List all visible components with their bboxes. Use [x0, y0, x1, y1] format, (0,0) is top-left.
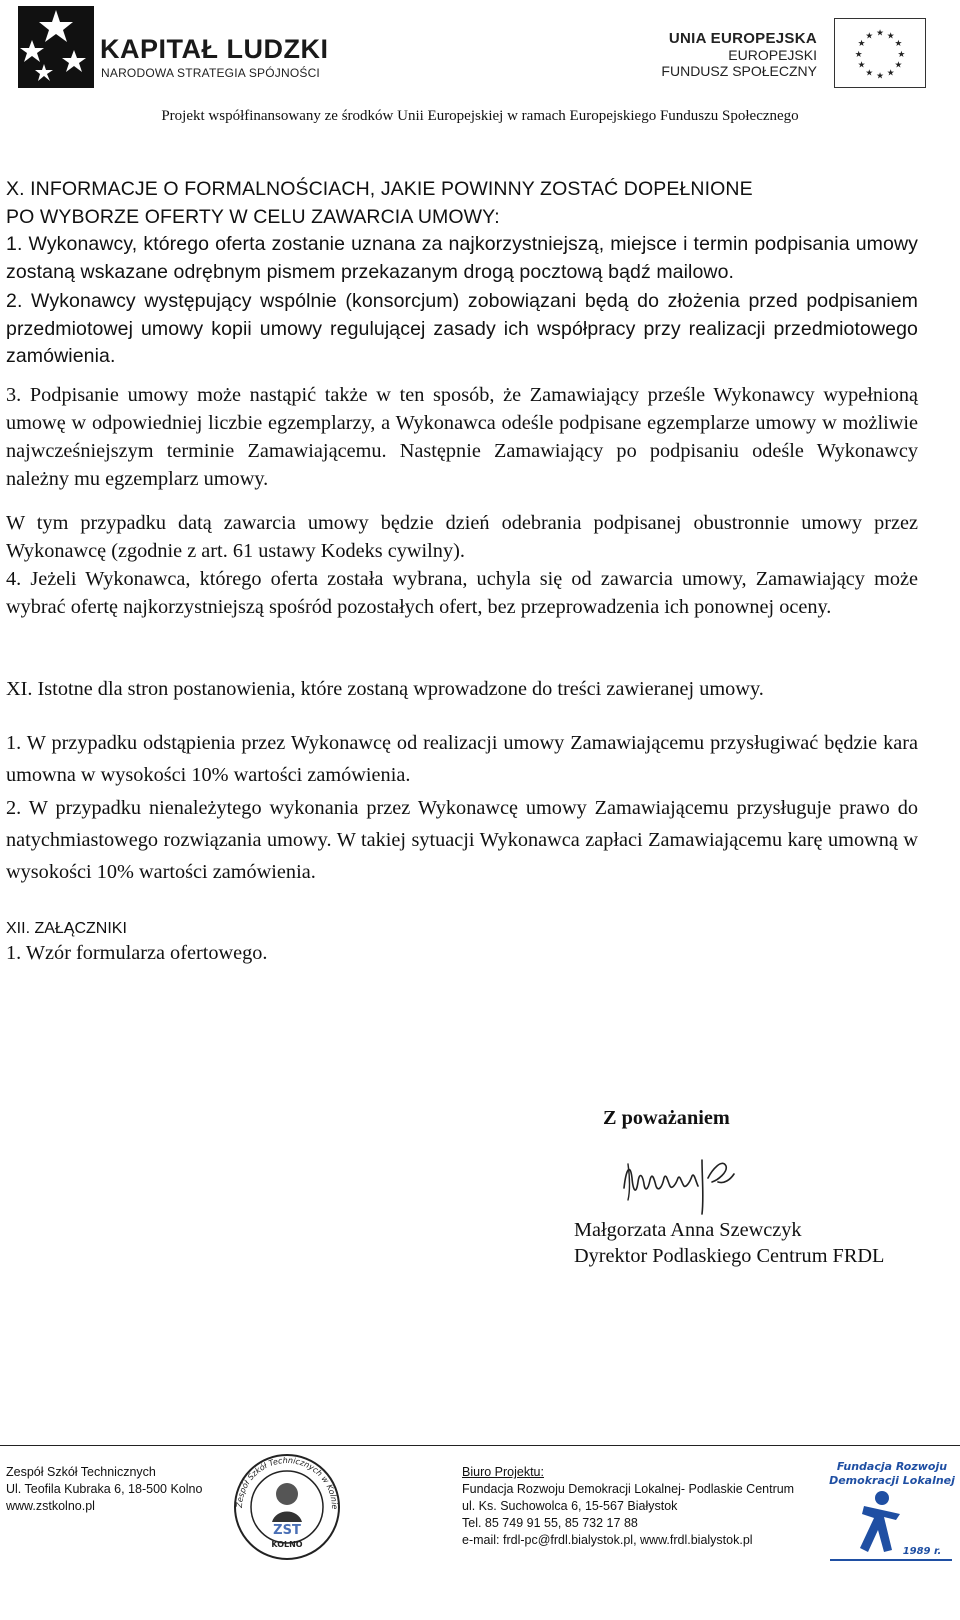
seal-bottom-text: KOLNO: [271, 1540, 303, 1549]
svg-text:★: ★: [897, 49, 906, 60]
letterhead: [0, 0, 960, 140]
footer-office-phone: Tel. 85 749 91 55, 85 732 17 88: [462, 1516, 638, 1530]
section-xi-paragraph-1: 1. W przypadku odstąpienia przez Wykonawcę od realizacji umowy Zamawiającemu przysługiwać będzie kara umowna w wysokości 10% wartości zamówienia.: [6, 731, 918, 786]
footer: [0, 1446, 960, 1620]
signatory-name: Małgorzata Anna Szewczyk: [574, 1219, 802, 1241]
closing-regards: Z poważaniem: [603, 1107, 730, 1129]
seal-inner-text: ZST: [273, 1523, 301, 1538]
svg-text:★: ★: [865, 68, 874, 79]
section-x-heading-line2: PO WYBORZE OFERTY W CELU ZAWARCIA UMOWY:: [6, 205, 500, 228]
section-x: [6, 176, 918, 371]
section-xii-heading: XII. ZAŁĄCZNIKI: [6, 919, 127, 937]
svg-text:★: ★: [876, 28, 884, 39]
section-x-paragraph-1: 1. Wykonawcy, którego oferta zostanie uznana za najkorzystniejszą, miejsce i termin podpisania umowy zostaną wskazane odrębnym pismem przekazanym drogą pocztową bądź mailowo.: [6, 233, 918, 283]
section-xi-heading: XI. Istotne dla stron postanowienia, które zostaną wprowadzone do treści zawieranej umowy.: [6, 677, 764, 700]
frdl-logo: [826, 1448, 956, 1573]
footer-office-email: e-mail: frdl-pc@frdl.bialystok.pl, www.frdl.bialystok.pl: [462, 1533, 753, 1547]
frdl-name-line1: Fundacja Rozwoju: [836, 1460, 948, 1473]
eu-line2: EUROPEJSKI: [728, 47, 817, 64]
svg-text:★: ★: [854, 49, 863, 60]
footer-school-address: Ul. Teofila Kubraka 6, 18-500 Kolno: [6, 1482, 203, 1496]
section-x-heading-line1: X. INFORMACJE O FORMALNOŚCIACH, JAKIE POWINNY ZOSTAĆ DOPEŁNIONE: [6, 178, 753, 200]
footer-office-heading: Biuro Projektu:: [462, 1465, 544, 1479]
section-xii: [6, 918, 918, 966]
eu-text-block: [661, 30, 817, 79]
section-xi: [6, 675, 918, 888]
section-x-paragraph-3b: W tym przypadku datą zawarcia umowy będzie dzień odebrania podpisanej obustronnie umowy przez Wykonawcę (zgodnie z art. 61 ustawy Kodeks cywilny).: [6, 511, 918, 562]
svg-text:★: ★: [894, 39, 903, 50]
eu-title: UNIA EUROPEJSKA: [668, 30, 817, 47]
signatory-title: Dyrektor Podlaskiego Centrum FRDL: [574, 1245, 885, 1267]
section-x-continued: [6, 381, 918, 621]
frdl-year: 1989 r.: [902, 1546, 942, 1557]
footer-school-name: Zespół Szkół Technicznych: [6, 1465, 156, 1479]
section-x-paragraph-2: 2. Wykonawcy występujący wspólnie (konsorcjum) zobowiązani będą do złożenia przed podpisaniem przedmiotowej umowy kopii umowy regulującej zasady ich współpracy przy realizacji przedmiotowego zamówienia.: [6, 290, 918, 367]
handwritten-signature: [618, 1148, 748, 1218]
section-x-paragraph-4: 4. Jeżeli Wykonawca, którego oferta została wybrana, uchyla się od zawarcia umowy, Zamawiający może wybrać ofertę najkorzystniejszą spośród pozostałych ofert, bez przeprowadzenia ich ponownej oceny.: [6, 567, 918, 618]
eu-flag-icon: [834, 18, 926, 88]
footer-office-org: Fundacja Rozwoju Demokracji Lokalnej- Podlaskie Centrum: [462, 1482, 795, 1496]
footer-school-website: www.zstkolno.pl: [6, 1499, 95, 1513]
svg-text:★: ★: [876, 71, 884, 82]
footer-office-address: ul. Ks. Suchowolca 6, 15-567 Białystok: [462, 1499, 678, 1513]
frdl-name-line2: Demokracji Lokalnej: [829, 1474, 955, 1487]
svg-text:★: ★: [857, 39, 866, 50]
footer-school-info: [6, 1464, 202, 1515]
footer-project-office: [462, 1464, 794, 1549]
section-x-paragraph-3: 3. Podpisanie umowy może nastąpić także w ten sposób, że Zamawiający prześle Wykonawcy wypełnioną umowę w odpowiedniej liczbie egzemplarzy, a Wykonawca odeśle podpisane egzemplarze umowy w możliwie najwcześniejszym terminie Zamawiającemu. Następnie Zamawiający po podpisaniu odeśle Wykonawcy należny mu egzemplarz umowy.: [6, 383, 918, 490]
project-cofinancing-note: Projekt współfinansowany ze środków Unii Europejskiej w ramach Europejskiego Funduszu Społecznego: [161, 108, 799, 124]
svg-text:★: ★: [857, 60, 866, 71]
kapital-ludzki-subtitle: NARODOWA STRATEGIA SPÓJNOŚCI: [101, 66, 320, 80]
eu-line3: FUNDUSZ SPOŁECZNY: [661, 63, 817, 80]
section-xi-paragraph-2: 2. W przypadku nienależytego wykonania przez Wykonawcę umowy Zamawiającemu przysługuje prawo do natychmiastowego rozwiązania umowy. W takiej sytuacji Wykonawca zapłaci Zamawiającemu karę umowną w wysokości 10% wartości zamówienia.: [6, 796, 918, 883]
attachment-item-1: 1. Wzór formularza ofertowego.: [6, 941, 268, 964]
kapital-ludzki-logo: [18, 6, 94, 88]
svg-text:★: ★: [886, 31, 895, 42]
kapital-ludzki-title: KAPITAŁ LUDZKI: [100, 34, 329, 64]
svg-text:★: ★: [865, 31, 874, 42]
document-body: [6, 176, 918, 966]
seal-ring-text: Zespół Szkół Technicznych w Kolnie: [234, 1455, 340, 1510]
svg-text:★: ★: [886, 68, 895, 79]
school-seal-logo: [228, 1450, 346, 1562]
svg-text:★: ★: [894, 60, 903, 71]
